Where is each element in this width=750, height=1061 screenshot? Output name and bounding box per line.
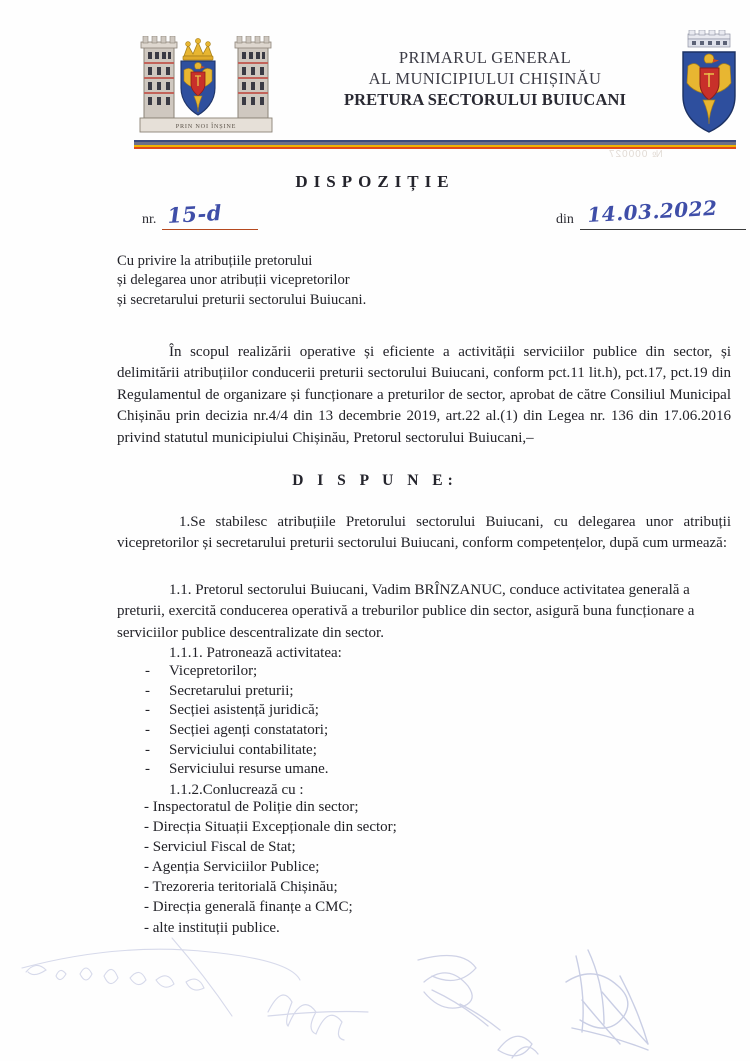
subject-line-2: și delegarea unor atribuții vicepretorilor <box>117 272 350 289</box>
letterhead-line-2: AL MUNICIPIULUI CHIȘINĂU <box>368 68 602 88</box>
list-item: - Inspectoratul de Poliție din sector; <box>144 799 359 815</box>
list-item-label: Vicepretorilor; <box>169 663 258 679</box>
list-item <box>145 761 545 781</box>
list-item: - Direcția generală finanțe a CMC; <box>144 899 353 916</box>
dispune-heading: D I S P U N E: <box>292 472 458 489</box>
bullet-dash: - <box>145 663 150 679</box>
preamble-paragraph: În scopul realizării operative și eficiente a activității serviciilor publice din sector, și delimitării atribuțiilor conducerii preturii sectorului Buiucani, conform pct.11 lit.h), pct.17, pct.19 din Regulamentul de organizare și funcționare a preturilor de sector, aprobat de către Consiliul Municipal Chișinău prin decizia nr.4/4 din 13 decembrie 2019, art.22 al.(1) din Legea nr. 136 din 17.06.2016 privind statutul municipiului Chișinău, Pretorul sectorului Buiucani,– <box>117 344 731 446</box>
bullet-dash: - <box>145 722 150 739</box>
clause-1-1-1-heading: 1.1.1. Patronează activitatea: <box>169 645 342 661</box>
document-number-value: 15-d <box>166 199 223 228</box>
list-item: - Agenția Serviciilor Publice; <box>144 859 320 876</box>
subject-line-3: și secretarului preturii sectorului Buiucani. <box>117 291 367 308</box>
document-subject <box>117 252 637 310</box>
bleed-through-signatures <box>0 920 750 1061</box>
document-date-value: 14.03.2022 <box>586 195 718 227</box>
document-number-rule <box>162 199 258 230</box>
tricolor-divider <box>134 140 736 147</box>
clause-1-1-2-heading: 1.1.2.Conlucrează cu : <box>169 782 304 798</box>
letterhead-titles <box>300 48 670 110</box>
list-item <box>145 702 545 722</box>
document-number-field[interactable] <box>142 199 258 230</box>
clause-1: 1.Se stabilesc atribuțiile Pretorului sectorului Buiucani, cu delegarea unor atribuții vicepretorilor și secretarului preturii sectorului Buiucani, conform competențelor, după cum urmează: <box>117 514 731 552</box>
clause-1-1-2-list <box>144 799 564 940</box>
bullet-dash: - <box>145 741 150 758</box>
list-item-label: Secției asistență juridică; <box>169 702 319 719</box>
letterhead <box>0 0 750 160</box>
list-item <box>145 722 545 742</box>
list-item: - Direcția Situații Excepționale din sector; <box>144 819 397 836</box>
letterhead-line-3: PRETURA SECTORULUI BUIUCANI <box>343 89 627 109</box>
list-item-label: Secretarului preturii; <box>169 682 294 699</box>
city-arms-motto: PRIN NOI ÎNȘINE <box>175 123 237 130</box>
list-item-label: Serviciului resurse umane. <box>169 761 329 778</box>
list-item <box>145 683 545 703</box>
bullet-dash: - <box>145 761 150 778</box>
bullet-dash: - <box>145 702 150 719</box>
document-date-label: din <box>556 212 574 227</box>
chisinau-city-coat-of-arms-icon <box>138 36 274 134</box>
list-item: - alte instituții publice. <box>144 919 280 936</box>
document-date-rule <box>580 195 746 230</box>
bullet-dash: - <box>145 682 150 699</box>
document-date-field[interactable] <box>556 195 746 230</box>
moldova-coat-of-arms-icon <box>678 30 740 138</box>
letterhead-line-1: PRIMARUL GENERAL <box>398 48 572 67</box>
list-item <box>145 742 545 762</box>
list-item: - Trezoreria teritorială Chișinău; <box>144 879 338 896</box>
page-title: DISPOZIȚIE <box>295 172 455 191</box>
list-item <box>145 663 545 683</box>
clause-1-1-1-list <box>145 663 545 781</box>
bleed-through-serial-number: № 000027 <box>608 149 663 160</box>
document-number-label: nr. <box>142 212 157 227</box>
list-item: - Serviciul Fiscal de Stat; <box>144 839 296 856</box>
list-item-label: Secției agenți constatatori; <box>169 722 329 739</box>
clause-1-1: 1.1. Pretorul sectorului Buiucani, Vadim BRÎNZANUC, conduce activitatea generală a preturii, exercită conducerea operativă a treburilor publice din sector, asigură buna funcționare a serviciilor publice descentralizate din sector. <box>117 582 695 641</box>
subject-line-1: Cu privire la atribuțiile pretorului <box>117 253 313 269</box>
list-item-label: Serviciului contabilitate; <box>169 741 317 758</box>
